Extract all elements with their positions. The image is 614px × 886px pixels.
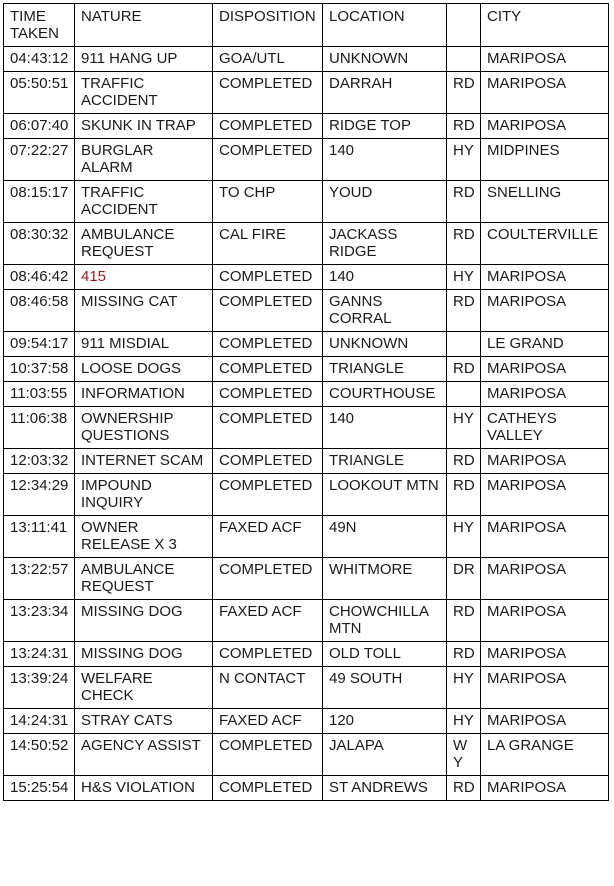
table-row — [4, 407, 609, 449]
header-disposition: DISPOSITION — [213, 4, 323, 47]
cell-disposition: TO CHP — [213, 181, 323, 223]
cell-nature: STRAY CATS — [75, 709, 213, 734]
cell-disposition: COMPLETED — [213, 558, 323, 600]
cell-nature: INFORMATION — [75, 382, 213, 407]
table-row — [4, 181, 609, 223]
table-row — [4, 114, 609, 139]
cell-nature: H&S VIOLATION — [75, 776, 213, 801]
cell-disposition: COMPLETED — [213, 114, 323, 139]
table-row — [4, 449, 609, 474]
table-row — [4, 265, 609, 290]
cell-city: COULTERVILLE — [481, 223, 609, 265]
cell-city: MARIPOSA — [481, 114, 609, 139]
cell-disposition: COMPLETED — [213, 382, 323, 407]
header-location: LOCATION — [323, 4, 447, 47]
header-city: CITY — [481, 4, 609, 47]
cell-location: ST ANDREWS — [323, 776, 447, 801]
cell-city: MARIPOSA — [481, 72, 609, 114]
cell-city: MARIPOSA — [481, 474, 609, 516]
cell-time: 05:50:51 — [4, 72, 75, 114]
cell-nature: IMPOUND INQUIRY — [75, 474, 213, 516]
cell-nature: BURGLAR ALARM — [75, 139, 213, 181]
cell-city: MARIPOSA — [481, 776, 609, 801]
cell-city: MARIPOSA — [481, 600, 609, 642]
cell-time: 13:23:34 — [4, 600, 75, 642]
cell-suffix: RD — [447, 357, 481, 382]
cell-suffix — [447, 382, 481, 407]
cell-nature: 911 HANG UP — [75, 47, 213, 72]
cell-time: 07:22:27 — [4, 139, 75, 181]
cell-city: MARIPOSA — [481, 382, 609, 407]
cell-suffix: HY — [447, 139, 481, 181]
header-nature: NATURE — [75, 4, 213, 47]
cell-time: 08:46:58 — [4, 290, 75, 332]
cell-suffix: HY — [447, 709, 481, 734]
cell-nature: 415 — [75, 265, 213, 290]
cell-time: 08:30:32 — [4, 223, 75, 265]
cell-location: UNKNOWN — [323, 332, 447, 357]
cell-time: 08:46:42 — [4, 265, 75, 290]
cell-suffix: DR — [447, 558, 481, 600]
table-body — [4, 47, 609, 801]
cell-time: 11:03:55 — [4, 382, 75, 407]
cell-location: RIDGE TOP — [323, 114, 447, 139]
cell-suffix: WY — [447, 734, 481, 776]
cell-disposition: COMPLETED — [213, 139, 323, 181]
cell-time: 13:24:31 — [4, 642, 75, 667]
cell-time: 04:43:12 — [4, 47, 75, 72]
table-row — [4, 223, 609, 265]
cell-time: 12:03:32 — [4, 449, 75, 474]
cell-city: MIDPINES — [481, 139, 609, 181]
cell-city: MARIPOSA — [481, 642, 609, 667]
cell-location: 140 — [323, 407, 447, 449]
cell-location: 49 SOUTH — [323, 667, 447, 709]
cell-city: MARIPOSA — [481, 290, 609, 332]
cell-location: WHITMORE — [323, 558, 447, 600]
cell-suffix: RD — [447, 290, 481, 332]
cell-location: JALAPA — [323, 734, 447, 776]
cell-disposition: CAL FIRE — [213, 223, 323, 265]
cell-city: CATHEYS VALLEY — [481, 407, 609, 449]
cell-disposition: FAXED ACF — [213, 709, 323, 734]
cell-time: 06:07:40 — [4, 114, 75, 139]
cell-suffix — [447, 47, 481, 72]
cell-location: 120 — [323, 709, 447, 734]
cell-disposition: COMPLETED — [213, 332, 323, 357]
cell-nature: WELFARE CHECK — [75, 667, 213, 709]
cell-nature: AGENCY ASSIST — [75, 734, 213, 776]
cell-disposition: COMPLETED — [213, 265, 323, 290]
header-suffix — [447, 4, 481, 47]
cell-location: UNKNOWN — [323, 47, 447, 72]
cell-suffix: RD — [447, 776, 481, 801]
cell-disposition: COMPLETED — [213, 776, 323, 801]
cell-city: SNELLING — [481, 181, 609, 223]
cell-nature: INTERNET SCAM — [75, 449, 213, 474]
cell-location: TRIANGLE — [323, 449, 447, 474]
cell-suffix: HY — [447, 667, 481, 709]
header-row — [4, 4, 609, 47]
cell-suffix: RD — [447, 474, 481, 516]
cell-suffix: RD — [447, 114, 481, 139]
cell-time: 13:22:57 — [4, 558, 75, 600]
cell-nature: MISSING DOG — [75, 642, 213, 667]
table-row — [4, 734, 609, 776]
table-row — [4, 357, 609, 382]
table-row — [4, 600, 609, 642]
cell-disposition: COMPLETED — [213, 290, 323, 332]
cell-city: MARIPOSA — [481, 558, 609, 600]
table-row — [4, 642, 609, 667]
cell-disposition: COMPLETED — [213, 474, 323, 516]
cell-city: LA GRANGE — [481, 734, 609, 776]
table-row — [4, 667, 609, 709]
cell-city: MARIPOSA — [481, 709, 609, 734]
cell-city: LE GRAND — [481, 332, 609, 357]
cell-disposition: N CONTACT — [213, 667, 323, 709]
cell-time: 09:54:17 — [4, 332, 75, 357]
table-row — [4, 709, 609, 734]
cell-nature: MISSING CAT — [75, 290, 213, 332]
cell-location: LOOKOUT MTN — [323, 474, 447, 516]
table-row — [4, 382, 609, 407]
table-row — [4, 516, 609, 558]
cell-disposition: COMPLETED — [213, 449, 323, 474]
cell-disposition: COMPLETED — [213, 72, 323, 114]
cell-location: COURTHOUSE — [323, 382, 447, 407]
cell-time: 14:50:52 — [4, 734, 75, 776]
cell-nature: AMBULANCE REQUEST — [75, 223, 213, 265]
cell-location: 140 — [323, 139, 447, 181]
cell-location: JACKASS RIDGE — [323, 223, 447, 265]
cell-disposition: COMPLETED — [213, 407, 323, 449]
cell-time: 15:25:54 — [4, 776, 75, 801]
cell-location: 140 — [323, 265, 447, 290]
cell-nature: TRAFFIC ACCIDENT — [75, 72, 213, 114]
call-log-table — [3, 3, 609, 801]
cell-nature: MISSING DOG — [75, 600, 213, 642]
cell-disposition: FAXED ACF — [213, 516, 323, 558]
cell-suffix: RD — [447, 642, 481, 667]
table-row — [4, 290, 609, 332]
cell-suffix: RD — [447, 72, 481, 114]
cell-location: 49N — [323, 516, 447, 558]
cell-time: 13:39:24 — [4, 667, 75, 709]
table-row — [4, 332, 609, 357]
cell-time: 12:34:29 — [4, 474, 75, 516]
cell-time: 11:06:38 — [4, 407, 75, 449]
cell-location: OLD TOLL — [323, 642, 447, 667]
cell-nature: AMBULANCE REQUEST — [75, 558, 213, 600]
table-row — [4, 474, 609, 516]
cell-city: MARIPOSA — [481, 265, 609, 290]
cell-nature: OWNERSHIP QUESTIONS — [75, 407, 213, 449]
cell-suffix: RD — [447, 449, 481, 474]
table-row — [4, 72, 609, 114]
cell-time: 10:37:58 — [4, 357, 75, 382]
cell-nature: 911 MISDIAL — [75, 332, 213, 357]
cell-disposition: FAXED ACF — [213, 600, 323, 642]
cell-disposition: COMPLETED — [213, 642, 323, 667]
cell-city: MARIPOSA — [481, 516, 609, 558]
cell-location: DARRAH — [323, 72, 447, 114]
cell-location: GANNS CORRAL — [323, 290, 447, 332]
cell-suffix — [447, 332, 481, 357]
cell-nature: TRAFFIC ACCIDENT — [75, 181, 213, 223]
cell-disposition: COMPLETED — [213, 734, 323, 776]
cell-location: YOUD — [323, 181, 447, 223]
cell-suffix: RD — [447, 223, 481, 265]
table-row — [4, 47, 609, 72]
cell-suffix: HY — [447, 516, 481, 558]
cell-city: MARIPOSA — [481, 47, 609, 72]
table-row — [4, 776, 609, 801]
cell-city: MARIPOSA — [481, 667, 609, 709]
cell-time: 08:15:17 — [4, 181, 75, 223]
cell-time: 14:24:31 — [4, 709, 75, 734]
cell-disposition: COMPLETED — [213, 357, 323, 382]
cell-suffix: HY — [447, 265, 481, 290]
cell-suffix: HY — [447, 407, 481, 449]
cell-nature: SKUNK IN TRAP — [75, 114, 213, 139]
header-time: TIME TAKEN — [4, 4, 75, 47]
table-row — [4, 139, 609, 181]
cell-suffix: RD — [447, 181, 481, 223]
cell-nature: OWNER RELEASE X 3 — [75, 516, 213, 558]
cell-suffix: RD — [447, 600, 481, 642]
cell-time: 13:11:41 — [4, 516, 75, 558]
cell-city: MARIPOSA — [481, 449, 609, 474]
table-row — [4, 558, 609, 600]
cell-location: TRIANGLE — [323, 357, 447, 382]
cell-location: CHOWCHILLA MTN — [323, 600, 447, 642]
cell-disposition: GOA/UTL — [213, 47, 323, 72]
cell-nature: LOOSE DOGS — [75, 357, 213, 382]
cell-city: MARIPOSA — [481, 357, 609, 382]
